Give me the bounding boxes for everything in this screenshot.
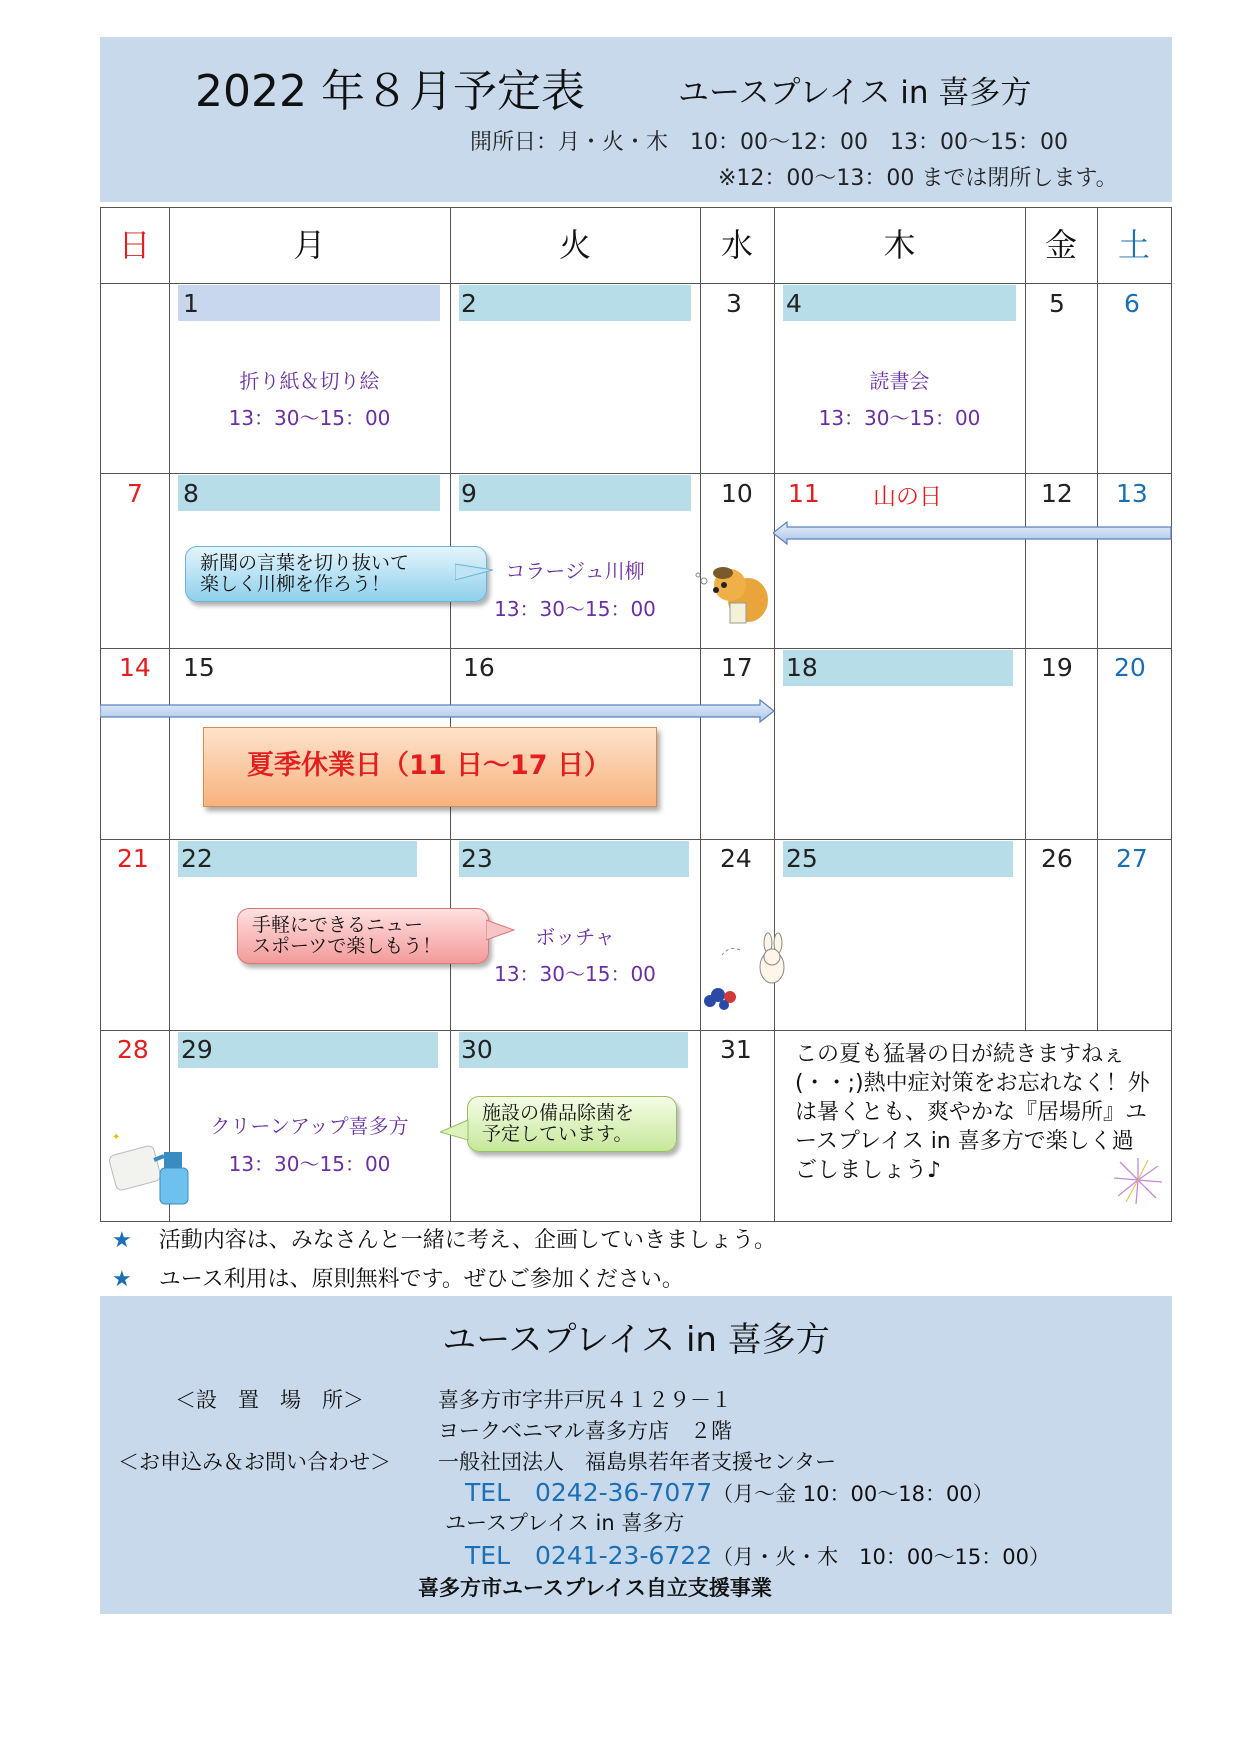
event-boccia-name: ボッチャ xyxy=(535,925,615,949)
speech-bubble-disinfect: 施設の備品除菌を 予定しています。 xyxy=(467,1096,677,1152)
date-number: 29 xyxy=(181,1035,213,1064)
opening-hours: 開所日：月・火・木 10：00〜12：00 13：00〜15：00 xyxy=(470,130,1068,155)
note-free-use: ★ ユース利用は、原則無料です。ぜひご参加ください。 xyxy=(112,1267,684,1292)
cleaning-spray-icon xyxy=(108,1128,198,1208)
summer-message: この夏も猛暑の日が続きますねぇ(・・;)熱中症対策をお忘れなく！外は暑くとも、爽やかな『居場所』ユースプレイス in 喜多方で楽しく過ごしましょう♪ xyxy=(795,1042,1150,1183)
date-number: 18 xyxy=(786,653,818,682)
star-icon: ★ xyxy=(112,1228,132,1253)
date-number: 23 xyxy=(461,844,493,873)
date-number: 28 xyxy=(117,1035,149,1064)
weekday-mon: 月 xyxy=(293,226,326,264)
date-band xyxy=(783,285,1016,321)
date-number: 30 xyxy=(461,1035,493,1064)
date-number: 26 xyxy=(1041,844,1073,873)
weekday-sat: 土 xyxy=(1117,226,1150,264)
dog-mascot-icon xyxy=(690,555,780,633)
speech-bubble-boccia: 手軽にできるニュー スポーツで楽しもう！ xyxy=(237,908,489,964)
date-band xyxy=(459,1032,688,1068)
tel-number-1[interactable]: TEL 0242-36-7077 xyxy=(465,1478,713,1507)
date-band xyxy=(178,475,440,511)
location-label: ＜設 置 場 所＞ xyxy=(175,1388,364,1412)
date-band xyxy=(178,285,440,321)
page-subtitle: ユースプレイス in 喜多方 xyxy=(678,75,1032,111)
event-collage-time: 13：30〜15：00 xyxy=(494,597,656,621)
date-number: 6 xyxy=(1124,289,1140,318)
date-number: 13 xyxy=(1116,479,1148,508)
weekday-sun: 日 xyxy=(118,226,151,264)
summer-holiday-label: 夏季休業日（11 日〜17 日） xyxy=(247,750,611,781)
svg-text:✦: ✦ xyxy=(112,1132,121,1143)
speech-bubble-collage: 新聞の言葉を切り抜いて 楽しく川柳を作ろう！ xyxy=(185,546,487,602)
holiday-arrow-left xyxy=(773,520,1173,546)
event-cleanup-time: 13：30〜15：00 xyxy=(228,1152,391,1176)
weekday-tue: 火 xyxy=(558,226,591,264)
closing-note: ※12：00〜13：00 までは閉所します。 xyxy=(718,166,1118,191)
date-number: 17 xyxy=(721,653,753,682)
weekday-wed: 水 xyxy=(720,226,753,264)
note-activities: ★ 活動内容は、みなさんと一緒に考え、企画していきましょう。 xyxy=(112,1228,777,1253)
date-number: 19 xyxy=(1041,653,1073,682)
address-line-1: 喜多方市字井戸尻４１２９－１ xyxy=(438,1388,732,1412)
organization-name: 一般社団法人 福島県若年者支援センター xyxy=(438,1450,837,1474)
date-number: 21 xyxy=(117,844,149,873)
event-boccia-time: 13：30〜15：00 xyxy=(494,962,656,986)
date-band xyxy=(178,1032,438,1068)
star-icon: ★ xyxy=(112,1267,132,1292)
event-reading-name: 読書会 xyxy=(869,369,930,393)
date-number: 9 xyxy=(461,479,477,508)
date-number: 25 xyxy=(786,844,818,873)
date-number: 24 xyxy=(720,844,752,873)
date-number: 2 xyxy=(461,289,477,318)
date-number: 7 xyxy=(127,479,143,508)
holiday-name: 山の日 xyxy=(873,484,942,510)
contact-label: ＜お申込み＆お問い合わせ＞ xyxy=(118,1450,391,1474)
event-collage-name: コラージュ川柳 xyxy=(505,559,645,583)
event-origami-time: 13：30〜15：00 xyxy=(228,406,391,430)
date-number: 8 xyxy=(183,479,199,508)
footer-title: ユースプレイス in 喜多方 xyxy=(442,1320,830,1360)
tel-number-2[interactable]: TEL 0241-23-6722 xyxy=(465,1541,713,1570)
date-number: 15 xyxy=(183,653,215,682)
date-band xyxy=(459,475,691,511)
address-line-2: ヨークベニマル喜多方店 ２階 xyxy=(438,1419,732,1443)
date-band xyxy=(459,285,691,321)
date-number: 27 xyxy=(1116,844,1148,873)
bubble-tail xyxy=(440,1118,470,1142)
date-number: 12 xyxy=(1041,479,1073,508)
event-cleanup-name: クリーンアップ喜多方 xyxy=(210,1114,409,1138)
holiday-arrow-right xyxy=(100,698,776,724)
date-number: 10 xyxy=(721,479,753,508)
rabbit-boccia-icon xyxy=(700,925,800,1010)
date-number: 31 xyxy=(720,1035,752,1064)
bubble-tail xyxy=(486,918,516,942)
weekday-thu: 木 xyxy=(883,226,916,264)
program-name: 喜多方市ユースプレイス自立支援事業 xyxy=(418,1576,772,1600)
page-title: 2022 年８月予定表 xyxy=(195,66,585,117)
date-band xyxy=(459,841,689,877)
date-number: 20 xyxy=(1114,653,1146,682)
bubble-tail xyxy=(455,560,495,584)
organization-name-2: ユースプレイス in 喜多方 xyxy=(445,1511,685,1535)
date-number: 11 xyxy=(788,479,820,508)
date-band xyxy=(178,841,417,877)
weekday-fri: 金 xyxy=(1044,226,1077,264)
event-reading-time: 13：30〜15：00 xyxy=(818,406,981,430)
date-number: 22 xyxy=(181,844,213,873)
date-number: 1 xyxy=(183,289,199,318)
tel-line-2: TEL 0241-23-6722（月・火・木 10：00〜15：00） xyxy=(465,1541,1050,1570)
date-number: 14 xyxy=(119,653,151,682)
date-number: 5 xyxy=(1049,289,1065,318)
date-number: 3 xyxy=(726,289,742,318)
date-number: 4 xyxy=(786,289,802,318)
event-origami-name: 折り紙＆切り絵 xyxy=(239,369,380,393)
tel-line-1: TEL 0242-36-7077（月〜金 10：00〜18：00） xyxy=(465,1478,994,1507)
date-number: 16 xyxy=(463,653,495,682)
